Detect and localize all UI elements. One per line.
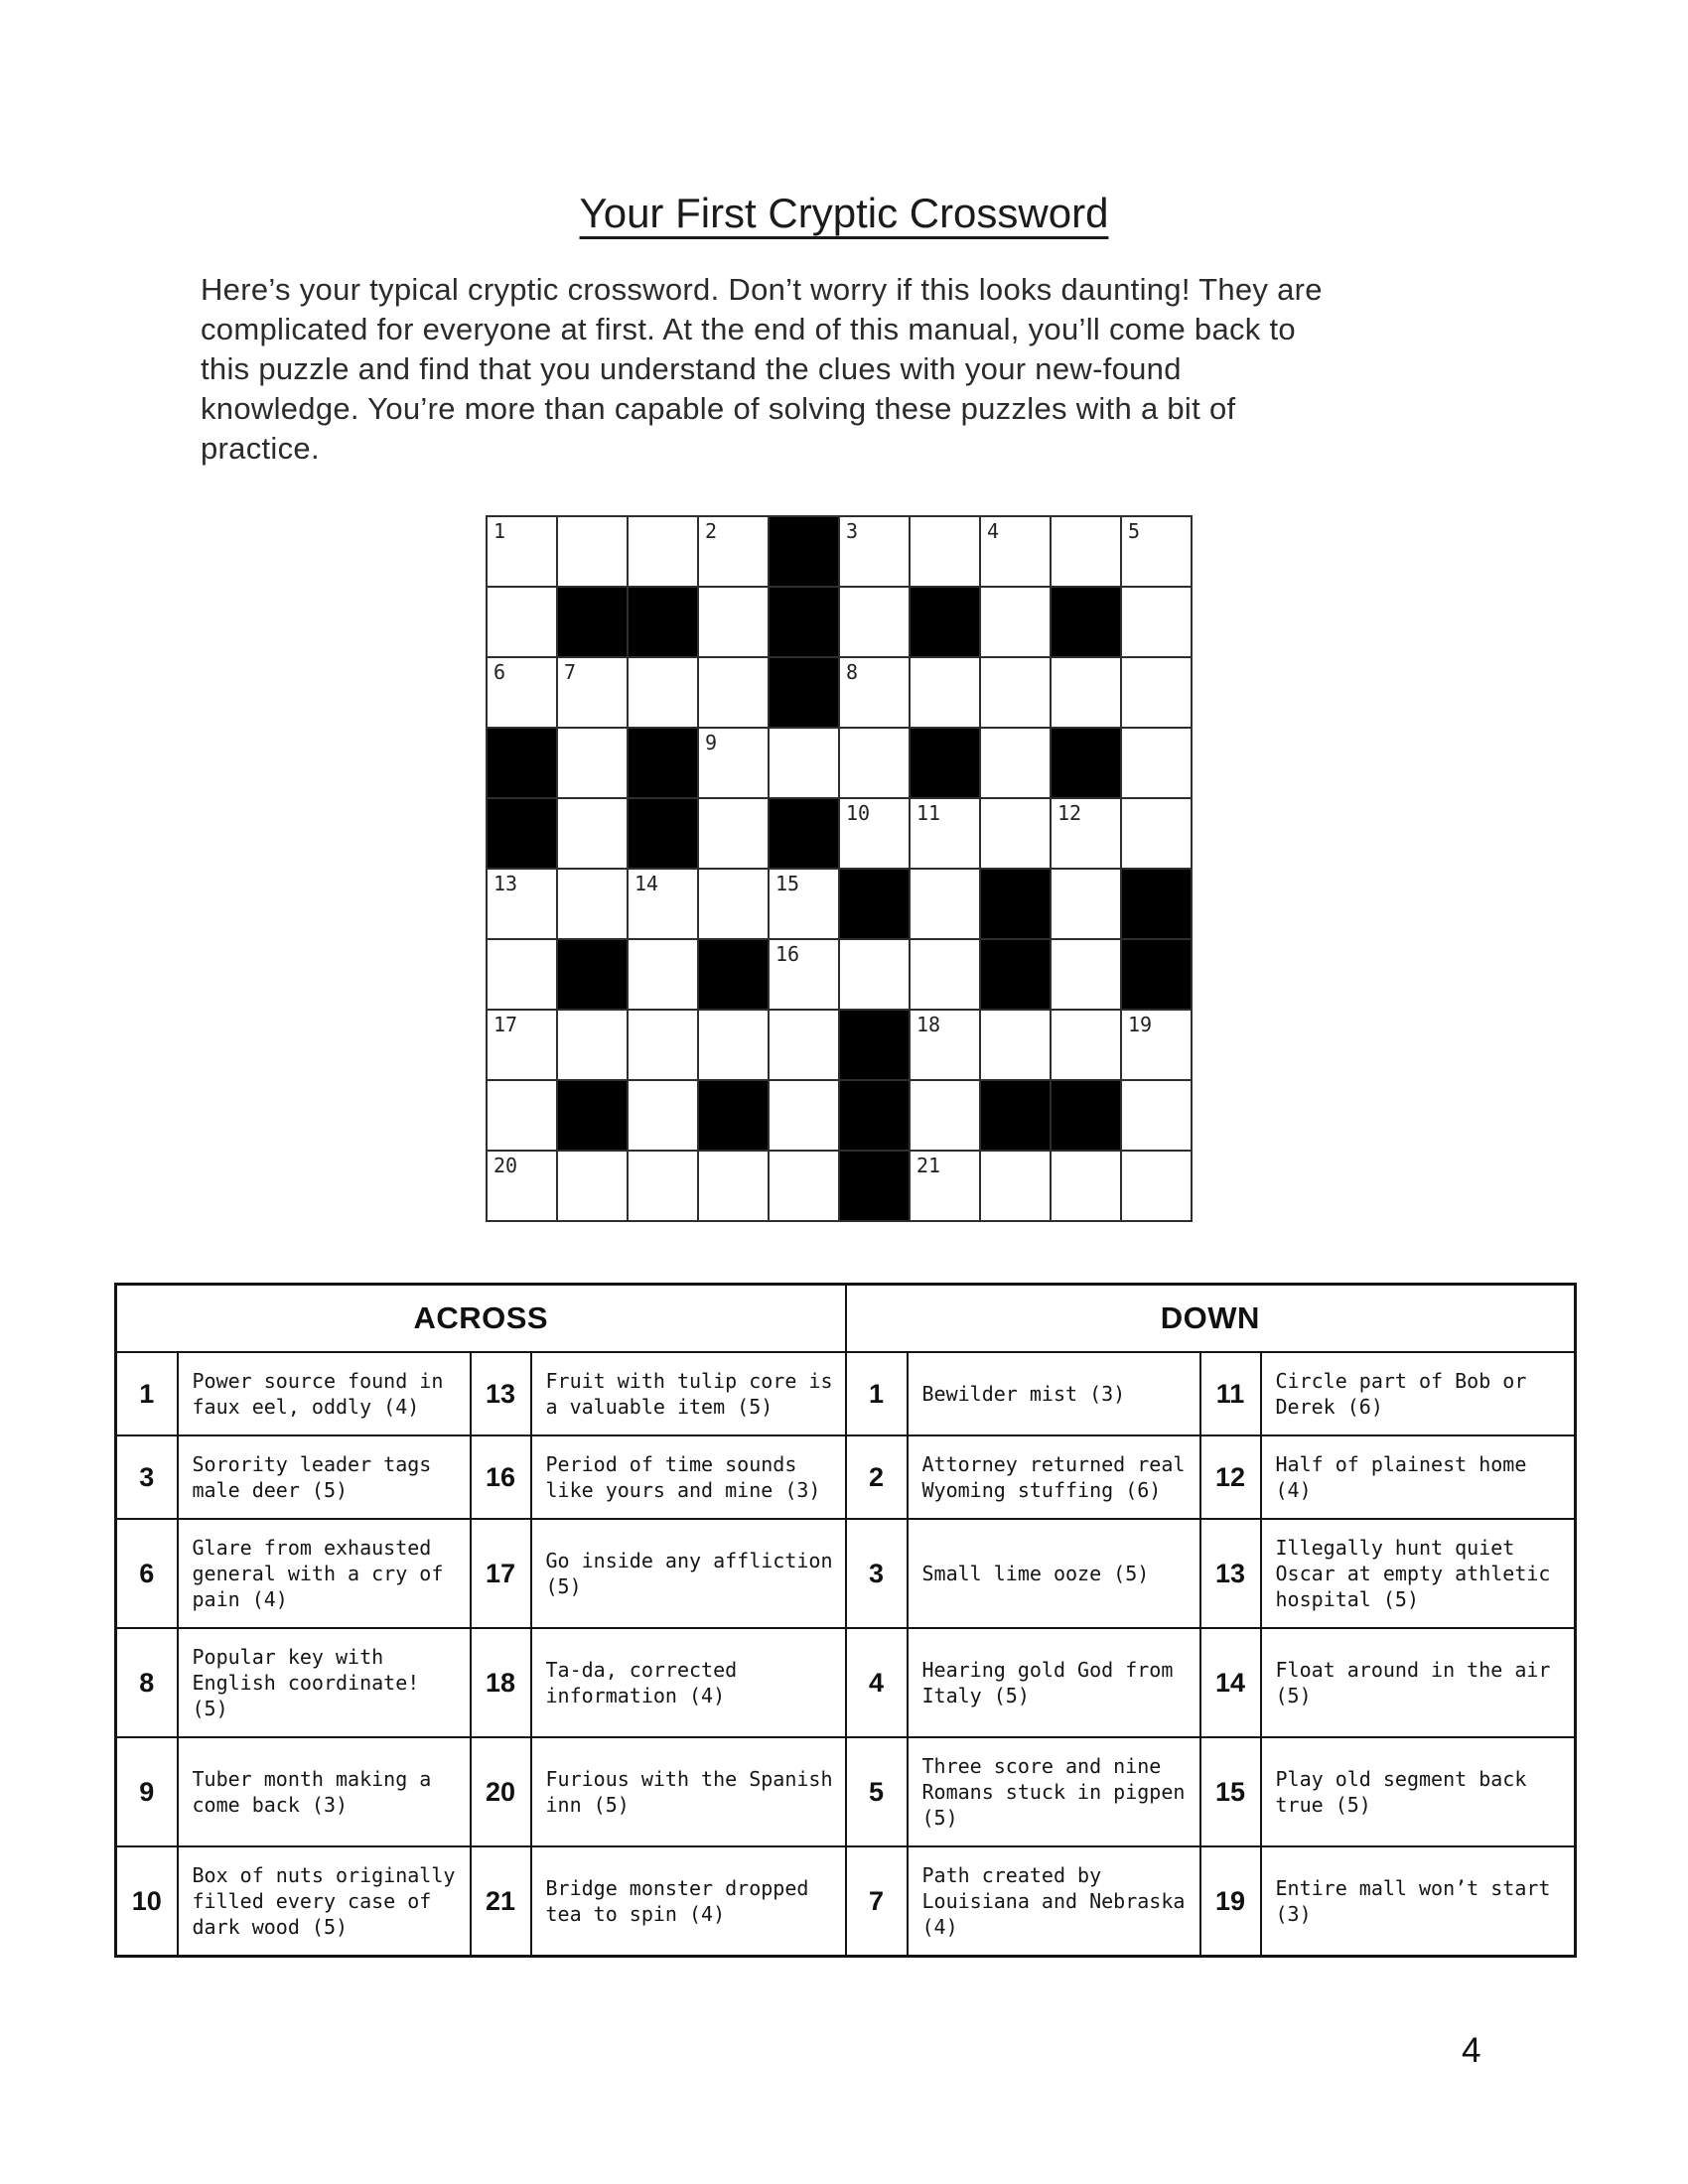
across-clue-text: Ta-da, corrected information (4) (531, 1628, 846, 1737)
page-title: Your First Cryptic Crossword (579, 190, 1109, 236)
clues-table (114, 1283, 1577, 1958)
grid-cell (629, 1081, 697, 1150)
grid-cell (699, 870, 768, 938)
grid-cell (981, 799, 1050, 868)
grid-cell-black (840, 870, 909, 938)
down-clue-text: Half of plainest home (4) (1261, 1435, 1576, 1519)
grid-cell (1122, 1011, 1191, 1079)
grid-cell (911, 1081, 979, 1150)
grid-cell (911, 1152, 979, 1220)
grid-cell-black (699, 940, 768, 1009)
grid-cell (1122, 799, 1191, 868)
grid-cell (1122, 517, 1191, 586)
grid-cell (981, 517, 1050, 586)
grid-cell-black (840, 1152, 909, 1220)
across-clue-number: 18 (471, 1628, 531, 1737)
grid-cell-number: 15 (775, 872, 800, 895)
grid-cell (488, 1152, 556, 1220)
intro-line: knowledge. You’re more than capable of solving these puzzles with a bit of (201, 391, 1236, 426)
grid-cell (1052, 799, 1120, 868)
across-clue-text: Bridge monster dropped tea to spin (4) (531, 1846, 846, 1957)
grid-cell (840, 588, 909, 656)
grid-cell (629, 1152, 697, 1220)
grid-cell (1052, 870, 1120, 938)
grid-cell-black (770, 517, 838, 586)
clues-header-row (116, 1285, 1576, 1353)
intro-line: this puzzle and find that you understand the clues with your new-found (201, 351, 1182, 386)
down-clue-text: Illegally hunt quiet Oscar at empty athletic hospital (5) (1261, 1519, 1576, 1628)
grid-cell (1122, 1081, 1191, 1150)
grid-cell (558, 517, 627, 586)
grid-cell-black (558, 1081, 627, 1150)
grid-cell (1052, 517, 1120, 586)
clue-row (116, 1737, 1576, 1846)
grid-cell (911, 940, 979, 1009)
grid-cell (488, 517, 556, 586)
grid-cell (770, 940, 838, 1009)
grid-cell (1052, 658, 1120, 727)
grid-cell-black (981, 940, 1050, 1009)
grid-cell-black (558, 588, 627, 656)
grid-cell-number: 8 (846, 660, 859, 684)
down-clue-number: 12 (1200, 1435, 1261, 1519)
intro-paragraph (201, 270, 1491, 469)
grid-cell (488, 1081, 556, 1150)
grid-cell-number: 5 (1128, 519, 1141, 543)
across-clue-number: 1 (116, 1352, 178, 1435)
down-clue-number: 11 (1200, 1352, 1261, 1435)
clue-row (116, 1352, 1576, 1435)
across-clue-number: 16 (471, 1435, 531, 1519)
grid-cell-black (488, 799, 556, 868)
down-clue-text: Attorney returned real Wyoming stuffing (6) (908, 1435, 1200, 1519)
grid-cell (699, 1152, 768, 1220)
grid-cell (699, 517, 768, 586)
grid-cell (488, 870, 556, 938)
grid-cell (558, 1152, 627, 1220)
grid-cell-black (1052, 1081, 1120, 1150)
grid-cell (1052, 940, 1120, 1009)
across-clue-number: 13 (471, 1352, 531, 1435)
grid-cell-number: 19 (1128, 1013, 1153, 1036)
across-clue-number: 6 (116, 1519, 178, 1628)
grid-cell (1122, 1152, 1191, 1220)
grid-cell-number: 20 (493, 1154, 518, 1177)
grid-cell-number: 18 (916, 1013, 941, 1036)
grid-cell-black (840, 1011, 909, 1079)
across-clue-number: 20 (471, 1737, 531, 1846)
across-clue-text: Fruit with tulip core is a valuable item (5) (531, 1352, 846, 1435)
down-clue-text: Entire mall won’t start (3) (1261, 1846, 1576, 1957)
grid-cell-black (911, 729, 979, 797)
grid-cell (981, 588, 1050, 656)
grid-cell (981, 658, 1050, 727)
grid-cell (558, 729, 627, 797)
across-clue-number: 10 (116, 1846, 178, 1957)
grid-cell-black (770, 588, 838, 656)
grid-cell (770, 1011, 838, 1079)
grid-cell-black (488, 729, 556, 797)
across-clue-text: Period of time sounds like yours and mine (3) (531, 1435, 846, 1519)
down-header: DOWN (846, 1285, 1576, 1353)
across-clue-number: 17 (471, 1519, 531, 1628)
grid-cell (1122, 658, 1191, 727)
grid-cell-number: 9 (705, 731, 718, 754)
across-clue-number: 9 (116, 1737, 178, 1846)
grid-cell-number: 12 (1057, 801, 1082, 825)
grid-cell (488, 588, 556, 656)
across-clue-text: Power source found in faux eel, oddly (4) (178, 1352, 471, 1435)
grid-cell-number: 10 (846, 801, 871, 825)
grid-cell (1052, 1152, 1120, 1220)
grid-cell (911, 517, 979, 586)
grid-cell (699, 799, 768, 868)
grid-cell-number: 7 (564, 660, 577, 684)
down-clue-number: 3 (846, 1519, 908, 1628)
grid-cell-black (699, 1081, 768, 1150)
grid-cell (629, 517, 697, 586)
grid-cell-number: 16 (775, 942, 800, 966)
grid-cell (770, 1152, 838, 1220)
across-clue-text: Box of nuts originally filled every case of dark wood (5) (178, 1846, 471, 1957)
down-clue-text: Circle part of Bob or Derek (6) (1261, 1352, 1576, 1435)
grid-cell (558, 870, 627, 938)
grid-cell (699, 1011, 768, 1079)
intro-line: complicated for everyone at first. At the end of this manual, you’ll come back to (201, 312, 1296, 346)
grid-cell (840, 517, 909, 586)
intro-line: Here’s your typical cryptic crossword. Don’t worry if this looks daunting! They are (201, 272, 1323, 307)
grid-cell-black (1122, 940, 1191, 1009)
grid-cell-black (770, 658, 838, 727)
grid-cell (770, 870, 838, 938)
page-number: 4 (1462, 2031, 1481, 2070)
grid-cell-black (840, 1081, 909, 1150)
grid-cell (558, 658, 627, 727)
across-clue-number: 8 (116, 1628, 178, 1737)
grid-cell-number: 17 (493, 1013, 518, 1036)
grid-cell-number: 13 (493, 872, 518, 895)
intro-line: practice. (201, 431, 320, 466)
down-clue-text: Float around in the air (5) (1261, 1628, 1576, 1737)
across-clue-text: Popular key with English coordinate! (5) (178, 1628, 471, 1737)
grid-cell (699, 729, 768, 797)
clue-row (116, 1846, 1576, 1957)
down-clue-number: 1 (846, 1352, 908, 1435)
grid-cell (488, 1011, 556, 1079)
grid-cell (488, 940, 556, 1009)
grid-cell-black (629, 588, 697, 656)
grid-cell (1122, 588, 1191, 656)
down-clue-number: 7 (846, 1846, 908, 1957)
clue-row (116, 1519, 1576, 1628)
across-clue-text: Furious with the Spanish inn (5) (531, 1737, 846, 1846)
crossword-grid (486, 515, 1193, 1222)
across-clue-text: Go inside any affliction (5) (531, 1519, 846, 1628)
grid-cell (981, 1152, 1050, 1220)
grid-cell (911, 870, 979, 938)
grid-cell (699, 658, 768, 727)
grid-cell-black (1052, 729, 1120, 797)
grid-cell (770, 729, 838, 797)
grid-cell-black (1052, 588, 1120, 656)
down-clue-number: 14 (1200, 1628, 1261, 1737)
grid-cell (911, 658, 979, 727)
clue-row (116, 1628, 1576, 1737)
grid-cell (558, 1011, 627, 1079)
grid-cell-number: 14 (634, 872, 659, 895)
down-clue-text: Three score and nine Romans stuck in pigpen (5) (908, 1737, 1200, 1846)
grid-cell-number: 1 (493, 519, 506, 543)
grid-cell-black (770, 799, 838, 868)
down-clue-number: 5 (846, 1737, 908, 1846)
across-clue-number: 3 (116, 1435, 178, 1519)
grid-cell (488, 658, 556, 727)
grid-cell-black (629, 729, 697, 797)
down-clue-number: 13 (1200, 1519, 1261, 1628)
grid-cell (558, 799, 627, 868)
grid-cell (840, 658, 909, 727)
across-clue-text: Sorority leader tags male deer (5) (178, 1435, 471, 1519)
down-clue-number: 19 (1200, 1846, 1261, 1957)
down-clue-text: Small lime ooze (5) (908, 1519, 1200, 1628)
grid-cell (981, 729, 1050, 797)
grid-cell (981, 1011, 1050, 1079)
grid-cell-number: 11 (916, 801, 941, 825)
grid-cell (840, 729, 909, 797)
grid-cell (629, 1011, 697, 1079)
grid-cell (911, 1011, 979, 1079)
grid-cell (629, 658, 697, 727)
grid-cell (840, 940, 909, 1009)
grid-cell-number: 3 (846, 519, 859, 543)
grid-cell (629, 940, 697, 1009)
down-clue-number: 2 (846, 1435, 908, 1519)
across-clue-text: Glare from exhausted general with a cry of pain (4) (178, 1519, 471, 1628)
grid-cell (911, 799, 979, 868)
grid-cell-number: 6 (493, 660, 506, 684)
grid-cell (699, 588, 768, 656)
across-clue-text: Tuber month making a come back (3) (178, 1737, 471, 1846)
grid-cell (1122, 729, 1191, 797)
grid-cell-number: 4 (987, 519, 1000, 543)
grid-cell-black (911, 588, 979, 656)
grid-cell-number: 21 (916, 1154, 941, 1177)
down-clue-text: Play old segment back true (5) (1261, 1737, 1576, 1846)
down-clue-text: Bewilder mist (3) (908, 1352, 1200, 1435)
grid-cell-black (558, 940, 627, 1009)
across-header: ACROSS (116, 1285, 846, 1353)
down-clue-number: 15 (1200, 1737, 1261, 1846)
down-clue-text: Hearing gold God from Italy (5) (908, 1628, 1200, 1737)
grid-cell-black (1122, 870, 1191, 938)
clue-row (116, 1435, 1576, 1519)
grid-cell-black (629, 799, 697, 868)
grid-cell (840, 799, 909, 868)
grid-cell (629, 870, 697, 938)
across-clue-number: 21 (471, 1846, 531, 1957)
grid-cell-number: 2 (705, 519, 718, 543)
grid-cell-black (981, 870, 1050, 938)
down-clue-number: 4 (846, 1628, 908, 1737)
grid-cell (1052, 1011, 1120, 1079)
down-clue-text: Path created by Louisiana and Nebraska (4) (908, 1846, 1200, 1957)
grid-cell (770, 1081, 838, 1150)
grid-cell-black (981, 1081, 1050, 1150)
